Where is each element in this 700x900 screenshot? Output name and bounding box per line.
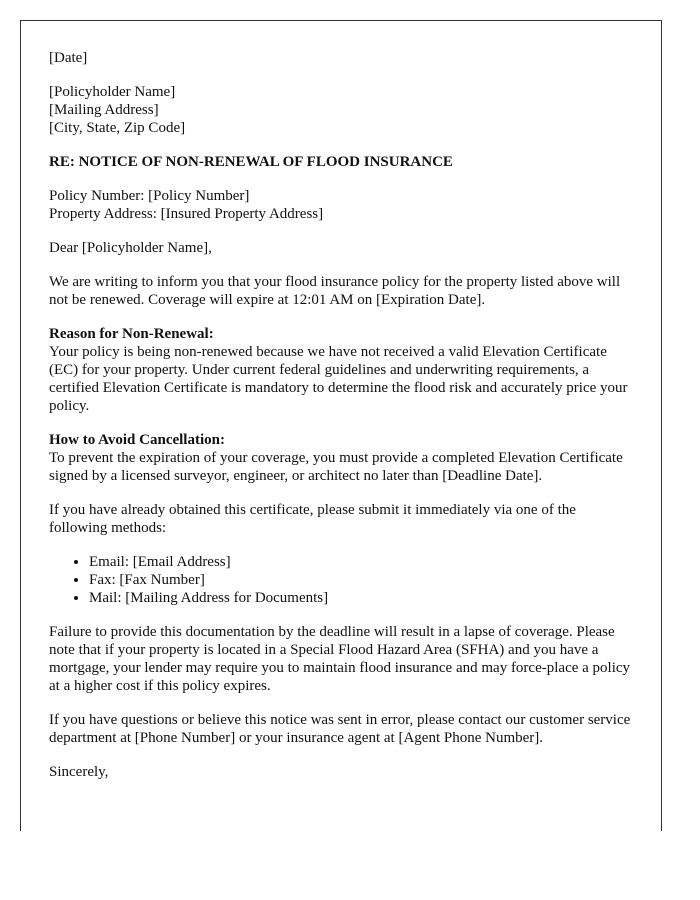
submission-methods-list — [49, 553, 633, 607]
policy-block — [49, 187, 633, 223]
letter-page — [20, 20, 662, 831]
list-item-mail: • Mail: [Mailing Address for Documents] — [89, 589, 633, 607]
recipient-address: [Mailing Address] — [49, 102, 159, 118]
list-item-email: • Email: [Email Address] — [89, 553, 633, 571]
contact-paragraph: If you have questions or believe this notice was sent in error, please contact our customer service department at [Phone Number] or your insurance agent at [Agent Phone Number]. — [49, 712, 631, 746]
avoid-section — [49, 431, 633, 485]
failure-paragraph: Failure to provide this documentation by the deadline will result in a lapse of coverage. Please note that if your property is located in a Special Flood Hazard Area (SFHA) and you have a mortgage, your lender may require you to maintain flood insurance and may force-place a policy at a higher cost if this policy expires. — [49, 624, 631, 694]
submit-intro: If you have already obtained this certificate, please submit it immediately via one of the following methods: — [49, 502, 576, 536]
date: [Date] — [49, 50, 88, 66]
recipient-name: [Policyholder Name] — [49, 84, 176, 100]
reason-section — [49, 325, 633, 415]
recipient-block — [49, 83, 633, 137]
policy-number: Policy Number: [Policy Number] — [49, 188, 250, 204]
subject-line: RE: NOTICE OF NON-RENEWAL OF FLOOD INSURANCE — [49, 154, 453, 170]
intro-paragraph: We are writing to inform you that your flood insurance policy for the property listed above will not be renewed. Coverage will expire at 12:01 AM on [Expiration Date]. — [49, 274, 621, 308]
list-item-fax: • Fax: [Fax Number] — [89, 571, 633, 589]
reason-text: Your policy is being non-renewed because we have not received a valid Elevation Certificate (EC) for your property. Under current federal guidelines and underwriting requirements, a certified Elevation Certificate is mandatory to determine the flood risk and accurately price your policy. — [49, 344, 628, 414]
property-address: Property Address: [Insured Property Address] — [49, 206, 324, 222]
reason-heading: Reason for Non-Renewal: — [49, 326, 214, 342]
closing: Sincerely, — [49, 764, 109, 780]
avoid-text: To prevent the expiration of your coverage, you must provide a completed Elevation Certificate signed by a licensed surveyor, engineer, or architect no later than [Deadline Date]. — [49, 450, 623, 484]
avoid-heading: How to Avoid Cancellation: — [49, 432, 225, 448]
recipient-city-state-zip: [City, State, Zip Code] — [49, 120, 186, 136]
salutation: Dear [Policyholder Name], — [49, 240, 212, 256]
